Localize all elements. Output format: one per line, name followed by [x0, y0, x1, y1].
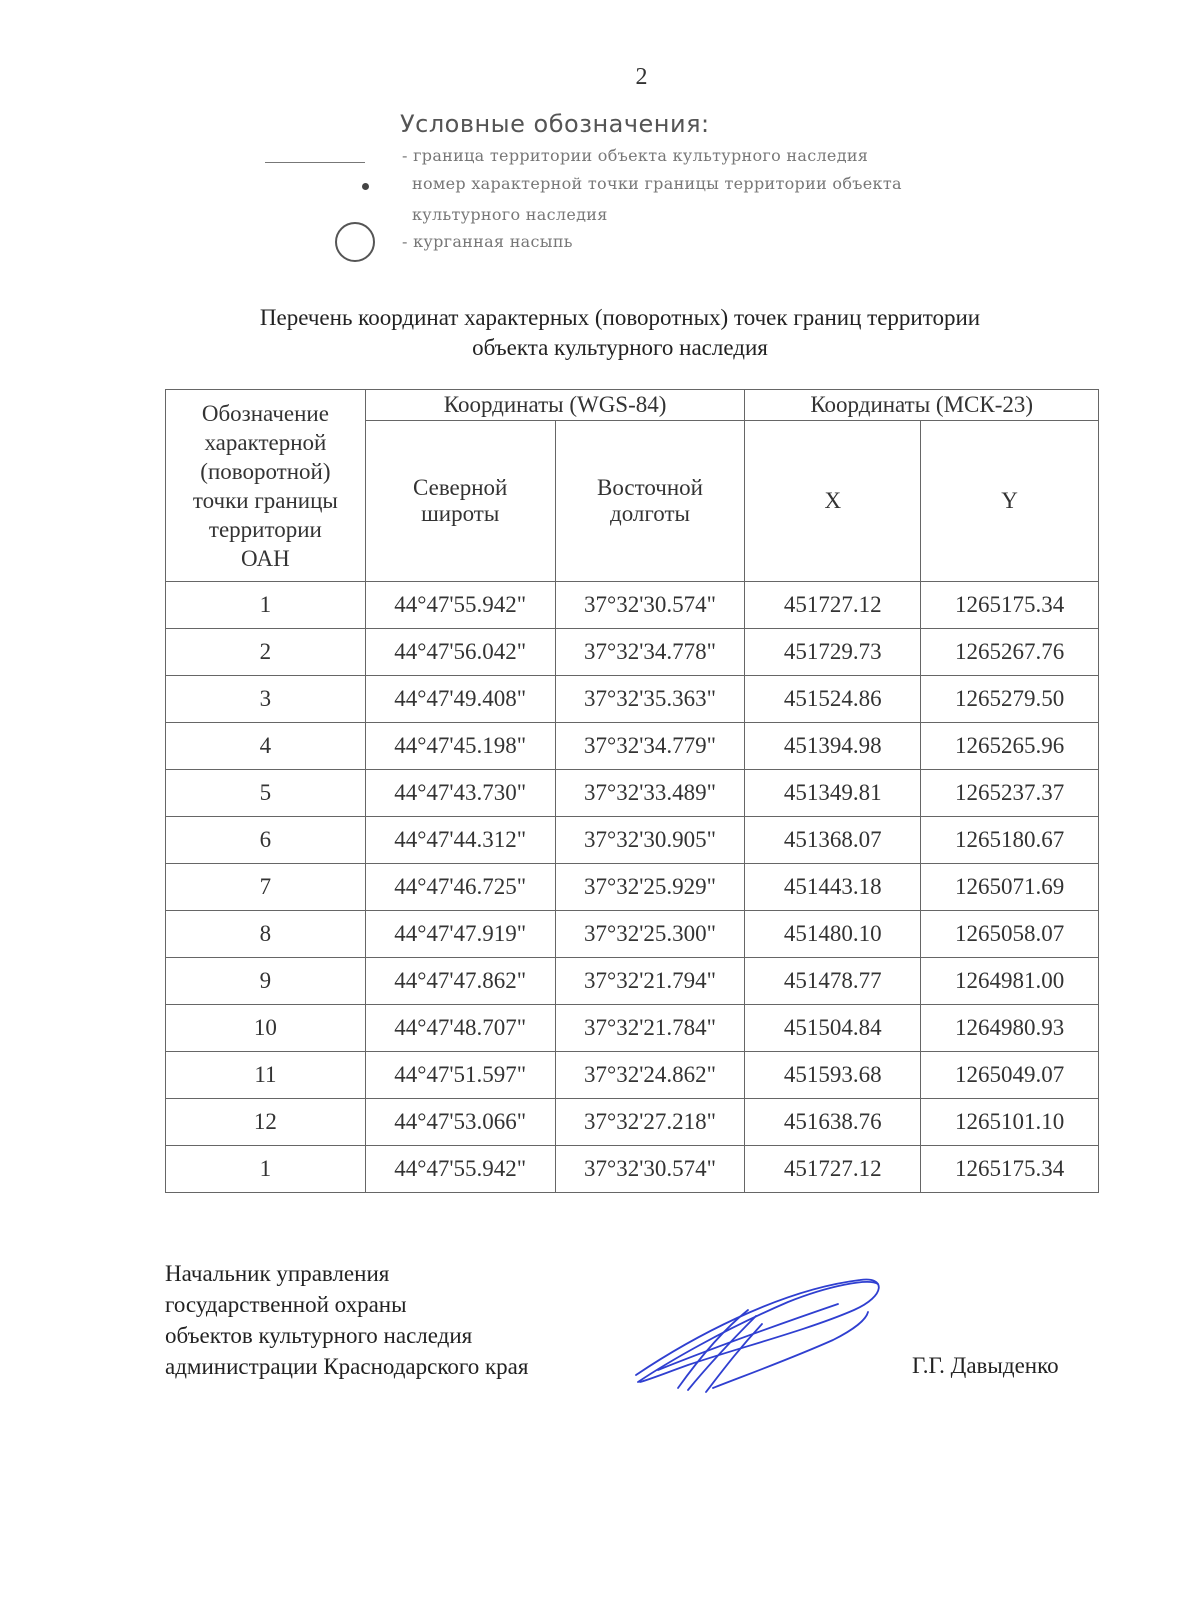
table-row — [166, 629, 1099, 676]
north-cell: 44°47'49.408" — [365, 676, 555, 723]
north-cell: 44°47'51.597" — [365, 1052, 555, 1099]
wgs84-group-header: Координаты (WGS-84) — [365, 390, 745, 421]
table-row — [166, 864, 1099, 911]
x-cell: 451593.68 — [745, 1052, 921, 1099]
x-cell: 451524.86 — [745, 676, 921, 723]
north-cell: 44°47'47.862" — [365, 958, 555, 1005]
point-cell: 5 — [166, 770, 366, 817]
heading-line-1: Перечень координат характерных (поворотных) точек границ территории — [259, 305, 981, 330]
document-heading — [150, 303, 1090, 363]
x-cell: 451443.18 — [745, 864, 921, 911]
y-cell: 1264980.93 — [921, 1005, 1099, 1052]
y-cell: 1265175.34 — [921, 1146, 1099, 1193]
y-cell: 1265049.07 — [921, 1052, 1099, 1099]
east-cell: 37°32'34.778" — [555, 629, 745, 676]
table-row — [166, 1146, 1099, 1193]
table-row — [166, 958, 1099, 1005]
point-cell: 12 — [166, 1099, 366, 1146]
table-row — [166, 1099, 1099, 1146]
point-designation-header: Обозначение характерной (поворотной) точки границы территории ОАН — [166, 390, 366, 582]
table-row — [166, 1005, 1099, 1052]
north-cell: 44°47'45.198" — [365, 723, 555, 770]
table-header-row — [166, 390, 1099, 421]
y-header: Y — [921, 421, 1099, 582]
y-cell: 1265058.07 — [921, 911, 1099, 958]
table-row — [166, 582, 1099, 629]
x-header: X — [745, 421, 921, 582]
mound-circle-symbol — [335, 222, 375, 262]
east-cell: 37°32'33.489" — [555, 770, 745, 817]
east-cell: 37°32'25.929" — [555, 864, 745, 911]
y-cell: 1265175.34 — [921, 582, 1099, 629]
east-cell: 37°32'27.218" — [555, 1099, 745, 1146]
table-row — [166, 1052, 1099, 1099]
y-cell: 1265279.50 — [921, 676, 1099, 723]
north-cell: 44°47'43.730" — [365, 770, 555, 817]
x-cell: 451504.84 — [745, 1005, 921, 1052]
east-cell: 37°32'21.794" — [555, 958, 745, 1005]
y-cell: 1265071.69 — [921, 864, 1099, 911]
y-cell: 1265101.10 — [921, 1099, 1099, 1146]
x-cell: 451478.77 — [745, 958, 921, 1005]
east-cell: 37°32'21.784" — [555, 1005, 745, 1052]
north-cell: 44°47'53.066" — [365, 1099, 555, 1146]
y-cell: 1265267.76 — [921, 629, 1099, 676]
legend-title: Условные обозначения: — [400, 110, 710, 138]
x-cell: 451394.98 — [745, 723, 921, 770]
point-cell: 3 — [166, 676, 366, 723]
east-cell: 37°32'35.363" — [555, 676, 745, 723]
x-cell: 451349.81 — [745, 770, 921, 817]
signatory-position — [165, 1258, 528, 1382]
point-cell: 11 — [166, 1052, 366, 1099]
point-cell: 8 — [166, 911, 366, 958]
point-cell: 1 — [166, 582, 366, 629]
east-cell: 37°32'25.300" — [555, 911, 745, 958]
x-cell: 451638.76 — [745, 1099, 921, 1146]
legend-item-mound: - курганная насыпь — [402, 232, 573, 251]
point-cell: 1 — [166, 1146, 366, 1193]
y-cell: 1265265.96 — [921, 723, 1099, 770]
table-row — [166, 770, 1099, 817]
north-cell: 44°47'56.042" — [365, 629, 555, 676]
heading-line-2: объекта культурного наследия — [472, 335, 768, 360]
east-cell: 37°32'30.574" — [555, 1146, 745, 1193]
north-cell: 44°47'55.942" — [365, 1146, 555, 1193]
east-cell: 37°32'34.779" — [555, 723, 745, 770]
east-cell: 37°32'30.905" — [555, 817, 745, 864]
point-cell: 9 — [166, 958, 366, 1005]
north-latitude-header: Северной широты — [365, 421, 555, 582]
east-longitude-header: Восточной долготы — [555, 421, 745, 582]
page-number: 2 — [635, 64, 648, 90]
x-cell: 451480.10 — [745, 911, 921, 958]
position-line: администрации Краснодарского края — [165, 1354, 529, 1379]
north-cell: 44°47'48.707" — [365, 1005, 555, 1052]
msk23-group-header: Координаты (МСК-23) — [745, 390, 1099, 421]
position-line: государственной охраны — [165, 1292, 407, 1317]
point-cell: 10 — [166, 1005, 366, 1052]
table-row — [166, 723, 1099, 770]
legend-item-boundary: - граница территории объекта культурного наследия — [402, 146, 869, 165]
point-cell: 7 — [166, 864, 366, 911]
legend-item-point-number: номер характерной точки границы территории объекта — [412, 174, 902, 193]
north-cell: 44°47'46.725" — [365, 864, 555, 911]
point-cell: 2 — [166, 629, 366, 676]
north-cell: 44°47'47.919" — [365, 911, 555, 958]
point-cell: 6 — [166, 817, 366, 864]
x-cell: 451727.12 — [745, 582, 921, 629]
y-cell: 1264981.00 — [921, 958, 1099, 1005]
coordinates-table — [165, 389, 1099, 1193]
point-marker-symbol — [362, 183, 369, 190]
y-cell: 1265180.67 — [921, 817, 1099, 864]
boundary-line-symbol — [265, 162, 365, 163]
table-row — [166, 911, 1099, 958]
table-row — [166, 676, 1099, 723]
table-row — [166, 817, 1099, 864]
y-cell: 1265237.37 — [921, 770, 1099, 817]
x-cell: 451368.07 — [745, 817, 921, 864]
signatory-name: Г.Г. Давыденко — [912, 1353, 1059, 1378]
position-line: объектов культурного наследия — [165, 1323, 473, 1348]
legend-item-point-number-cont: культурного наследия — [412, 205, 608, 224]
x-cell: 451729.73 — [745, 629, 921, 676]
position-line: Начальник управления — [165, 1261, 390, 1286]
north-cell: 44°47'44.312" — [365, 817, 555, 864]
east-cell: 37°32'30.574" — [555, 582, 745, 629]
handwritten-signature — [628, 1270, 886, 1408]
north-cell: 44°47'55.942" — [365, 582, 555, 629]
point-cell: 4 — [166, 723, 366, 770]
x-cell: 451727.12 — [745, 1146, 921, 1193]
east-cell: 37°32'24.862" — [555, 1052, 745, 1099]
